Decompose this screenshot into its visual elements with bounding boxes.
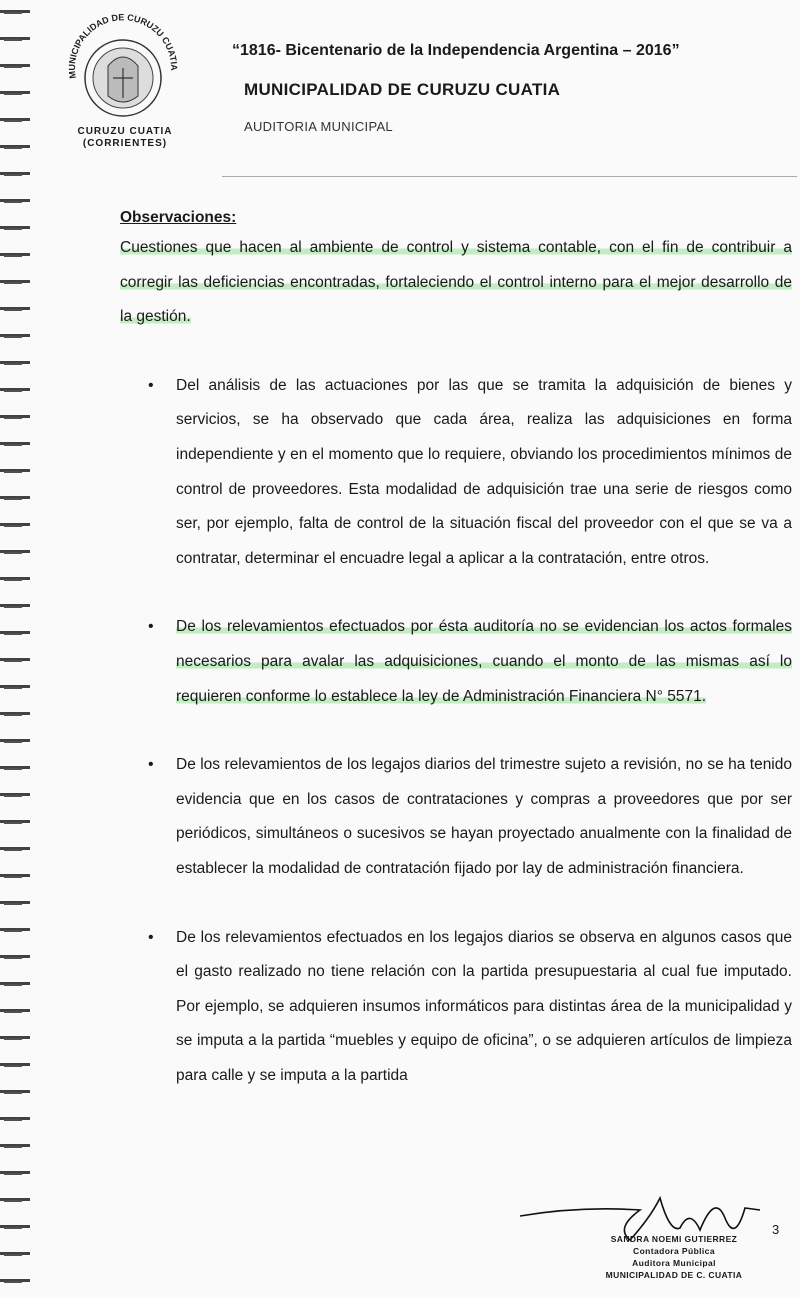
bullet: •	[148, 756, 154, 774]
list-item-text: Del análisis de las actuaciones por las que se tramita la adquisición de bienes y servicios, se ha observado que cada área, realiza las adquisiciones en forma independiente y en el momento que lo requiere, obviando los procedimientos mínimos de control de proveedores. Esta modalidad de adquisición trae una serie de riesgos como ser, por ejemplo, falta de control de la situación fiscal del proveedor con el que se va a contratar, determinar el encuadre legal a aplicar a la contratación, entre otros.	[176, 376, 792, 567]
page-number: 3	[772, 1222, 780, 1237]
list-item-text: De los relevamientos de los legajos diarios del trimestre sujeto a revisión, no se ha tenido evidencia que en los casos de contrataciones y compras a proveedores que por ser periódicos, simultáneos o sucesivos se hayan proyectado anualmente con la finalidad de establecer la modalidad de contratación fijado por lay de administración financiera.	[176, 756, 792, 877]
seal-caption	[40, 126, 210, 150]
signer-title: Contadora Pública	[633, 1246, 715, 1256]
intro-paragraph	[120, 231, 792, 335]
bullet: •	[148, 618, 154, 636]
spiral-binding	[0, 0, 30, 1295]
intro-text: Cuestiones que hacen al ambiente de control y sistema contable, con el fin de contribuir a corregir las deficiencias encontradas, fortaleciendo el control interno para el mejor desarrollo de la gestión.	[120, 239, 792, 326]
bullet: •	[148, 376, 154, 394]
observations-list	[120, 369, 792, 1094]
seal-ring-text: MUNICIPALIDAD DE CURUZU CUATIA	[66, 12, 180, 80]
list-item	[120, 610, 792, 714]
list-item-text: De los relevamientos efectuados en los legajos diarios se observa en algunos casos que el gasto realizado no tiene relación con la partida presupuestaria al cual fue imputado. Por ejemplo, se adquieren insumos informáticos para distintas área de la municipalidad y se imputa a la partida “muebles y equipo de oficina”, o se adquieren artículos de limpieza para calle y se imputa a la partida	[176, 928, 792, 1084]
list-item	[120, 748, 792, 886]
list-item	[120, 921, 792, 1094]
observations-heading: Observaciones:	[120, 209, 237, 226]
bicentenario-header: “1816- Bicentenario de la Independencia Argentina – 2016”	[232, 42, 680, 59]
bullet: •	[148, 928, 154, 946]
header-divider	[222, 176, 797, 177]
signature-block	[594, 1233, 754, 1281]
document-body	[120, 205, 792, 1127]
seal-city: CURUZU CUATIA	[77, 126, 173, 137]
department-title: AUDITORIA MUNICIPAL	[244, 119, 393, 134]
signer-name: SANDRA NOEMI GUTIERREZ	[610, 1234, 738, 1244]
list-item-text: De los relevamientos efectuados por ésta auditoría no se evidencian los actos formales necesarios para avalar las adquisiciones, cuando el monto de las mismas así lo requieren conforme lo establece la ley de Administración Financiera N° 5571.	[176, 618, 792, 705]
municipality-title: MUNICIPALIDAD DE CURUZU CUATIA	[244, 80, 561, 99]
list-item	[120, 369, 792, 577]
signer-role: Auditora Municipal	[632, 1258, 716, 1268]
seal-province: (CORRIENTES)	[82, 138, 168, 149]
signer-org: MUNICIPALIDAD DE C. CUATIA	[605, 1270, 743, 1280]
